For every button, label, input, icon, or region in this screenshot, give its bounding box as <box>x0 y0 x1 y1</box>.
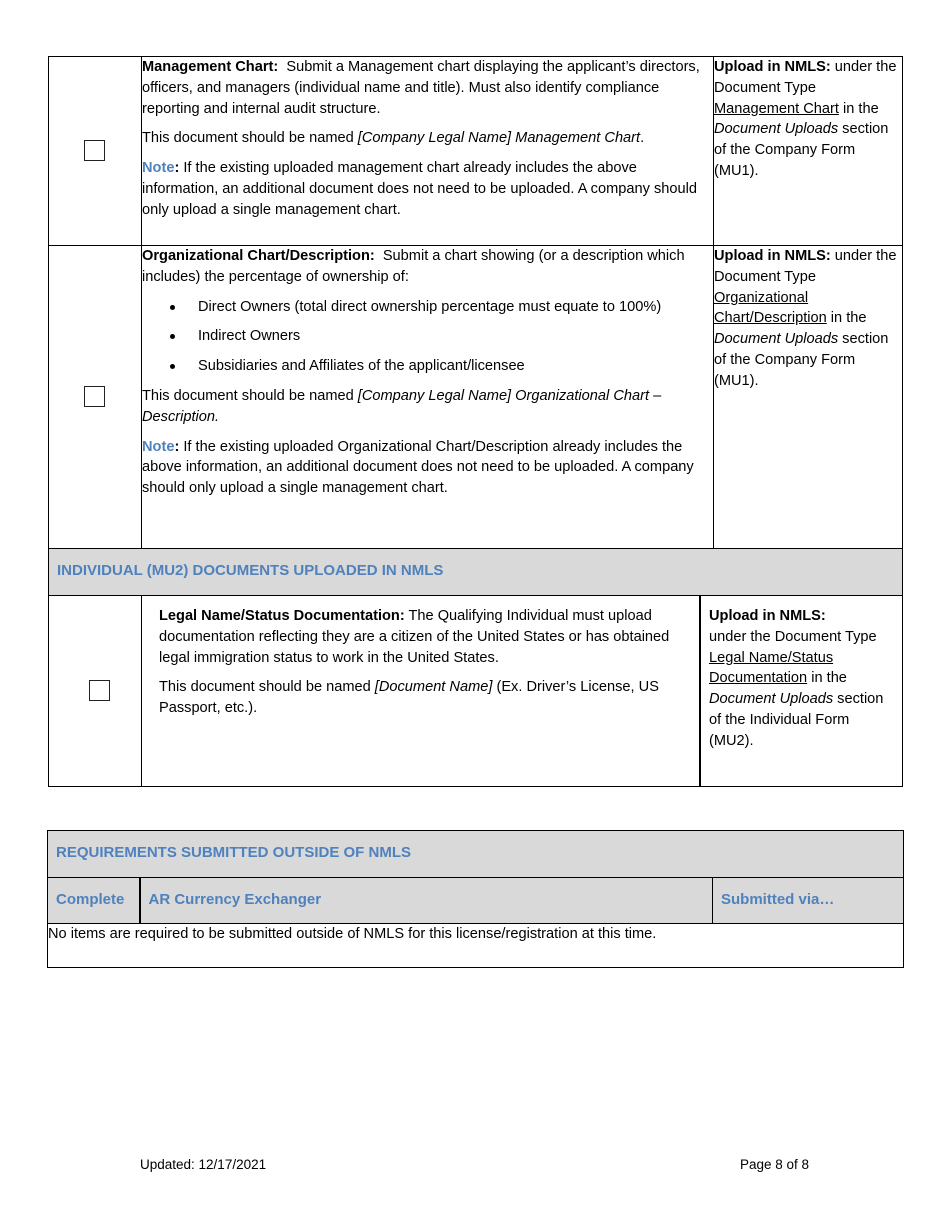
column-header-row <box>48 878 904 924</box>
footer-updated-date: Updated: 12/17/2021 <box>140 1157 267 1172</box>
requirement-description <box>142 246 714 549</box>
ownership-list <box>142 297 713 377</box>
note-label: Note <box>142 438 175 455</box>
organizational-chart-checkbox[interactable] <box>84 386 105 407</box>
upload-instructions: Upload in NMLS: under the Document Type Legal Name/Status Documentation in the Document Uploads section of the Individual Form (MU2). <box>699 596 902 786</box>
requirement-description <box>142 596 699 786</box>
document-type: Legal Name/Status Documentation <box>709 649 834 687</box>
no-items-message: No items are required to be submitted outside of NMLS for this license/registration at this time. <box>48 924 904 968</box>
section-title: INDIVIDUAL (MU2) DOCUMENTS UPLOADED IN NMLS <box>49 549 903 596</box>
column-header-submitted-via: Submitted via… <box>713 878 904 924</box>
upload-instructions: Upload in NMLS: under the Document Type Organizational Chart/Description in the Document Uploads section of the Company Form (MU1). <box>714 246 903 549</box>
table-row-organizational-chart <box>49 246 903 549</box>
section-header-individual <box>49 549 903 596</box>
complete-cell <box>49 596 142 787</box>
column-header-license-type: AR Currency Exchanger <box>140 878 713 924</box>
naming-instruction: This document should be named [Document Name] (Ex. Driver’s License, US Passport, etc.). <box>159 679 659 717</box>
list-item: Indirect Owners <box>198 326 713 347</box>
complete-cell <box>49 246 142 549</box>
document-type: Management Chart <box>714 100 839 117</box>
naming-instruction: This document should be named [Company Legal Name] Management Chart. <box>142 130 645 147</box>
note: Note: If the existing uploaded Organizational Chart/Description already includes the above information, an additional document does not need to be uploaded. A company should only upload a single management chart. <box>142 438 694 497</box>
column-header-complete: Complete <box>48 878 140 924</box>
complete-cell <box>49 57 142 246</box>
requirement-description <box>142 57 714 246</box>
list-item: Direct Owners (total direct ownership percentage must equate to 100%) <box>198 297 713 318</box>
legal-name-status-checkbox[interactable] <box>89 680 110 701</box>
note-label: Note <box>142 160 175 177</box>
nmls-uploads-table <box>48 56 903 787</box>
table-row-legal-name-status <box>49 596 903 787</box>
table-row-management-chart <box>49 57 903 246</box>
outside-nmls-table <box>47 830 904 968</box>
upload-instructions: Upload in NMLS: under the Document Type Management Chart in the Document Uploads section of the Company Form (MU1). <box>714 57 903 246</box>
requirement-summary: Management Chart: Submit a Management chart displaying the applicant’s directors, officers, and managers (individual name and title). Must also identify compliance reporting and internal audit structure. <box>142 59 700 117</box>
management-chart-checkbox[interactable] <box>84 140 105 161</box>
footer-page-number: Page 8 of 8 <box>740 1157 810 1172</box>
naming-instruction: This document should be named [Company Legal Name] Organizational Chart – Description. <box>142 387 662 425</box>
document-type: Organizational Chart/Description <box>714 289 827 327</box>
note: Note: If the existing uploaded management chart already includes the above information, an additional document does not need to be uploaded. A company should only upload a single management chart. <box>142 160 697 218</box>
requirement-summary: Organizational Chart/Description: Submit a chart showing (or a description which includes) the percentage of ownership of: <box>142 248 685 285</box>
section-title: REQUIREMENTS SUBMITTED OUTSIDE OF NMLS <box>48 831 904 878</box>
legal-name-content-wrapper <box>142 596 903 787</box>
table-row-no-items <box>48 924 904 968</box>
list-item: Subsidiaries and Affiliates of the applicant/licensee <box>198 356 713 377</box>
section-header-outside-nmls <box>48 831 904 878</box>
requirement-summary: Legal Name/Status Documentation: The Qualifying Individual must upload documentation reflecting they are a citizen of the United States or has obtained legal immigration status to work in the United States. <box>159 608 670 666</box>
